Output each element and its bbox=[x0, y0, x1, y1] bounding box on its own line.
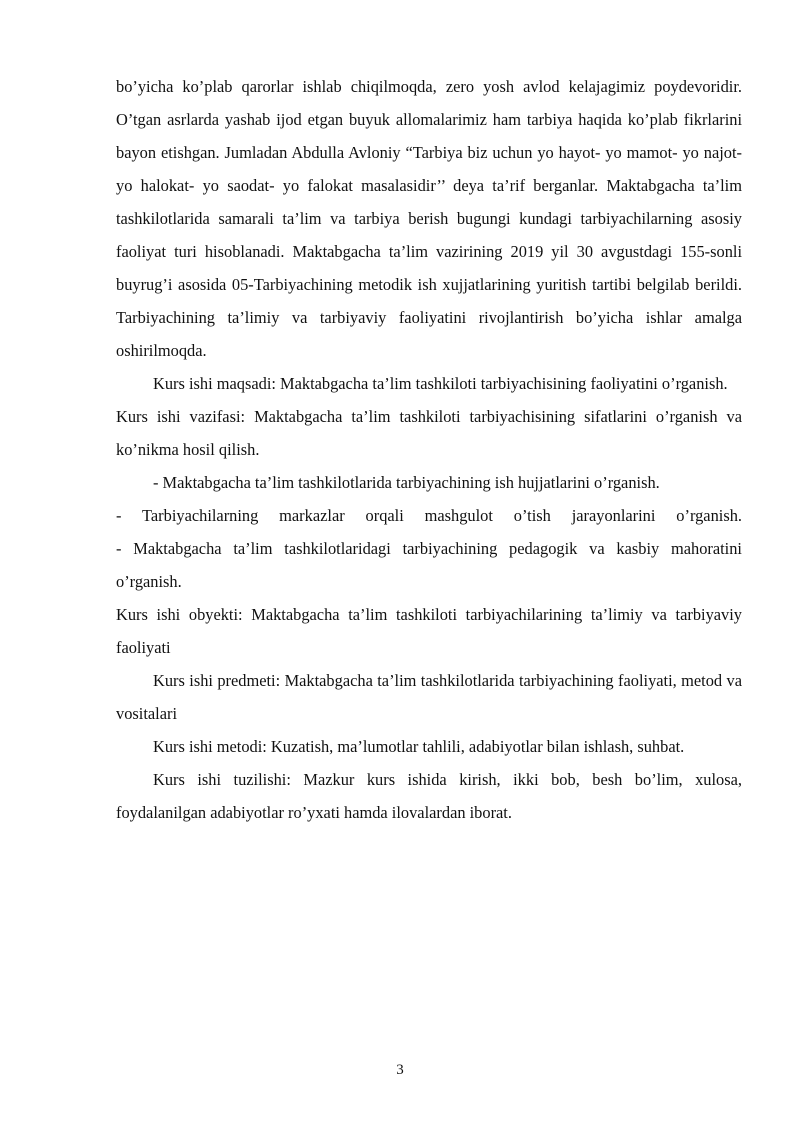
course-subject-paragraph: Kurs ishi predmeti: Maktabgacha ta’lim tashkilotlarida tarbiyachining faoliyati, metod va vositalari bbox=[116, 671, 742, 723]
course-method-paragraph: Kurs ishi metodi: Kuzatish, ma’lumotlar tahlili, adabiyotlar bilan ishlash, suhbat. bbox=[153, 737, 685, 756]
course-structure-paragraph: Kurs ishi tuzilishi: Mazkur kurs ishida kirish, ikki bob, besh bo’lim, xulosa, foydalanilgan adabiyotlar ro’yxati hamda ilovalardan iborat. bbox=[116, 770, 742, 822]
task-item-1: - Maktabgacha ta’lim tashkilotlarida tarbiyachining ish hujjatlarini o’rganish. bbox=[153, 473, 660, 492]
task-item-2: - Tarbiyachilarning markazlar orqali mashgulot o’tish jarayonlarini o’rganish. bbox=[116, 506, 742, 525]
course-tasks-paragraph: Kurs ishi vazifasi: Maktabgacha ta’lim tashkiloti tarbiyachisining sifatlarini o’rganish va ko’nikma hosil qilish. bbox=[116, 407, 742, 459]
body-text bbox=[116, 70, 742, 829]
intro-paragraph: bo’yicha ko’plab qarorlar ishlab chiqilmoqda, zero yosh avlod kelajagimiz poydevoridir. O’tgan asrlarda yashab ijod etgan buyuk allomalarimiz ham tarbiya haqida ko’plab fikrlarini bayon etishgan. Jumladan Abdulla Avloniy “Tarbiya biz uchun yo hayot- yo mamot- yo najot- yo halokat- yo saodat- yo falokat masalasidir’’ deya ta’rif berganlar. Maktabgacha ta’lim tashkilotlarida samarali ta’lim va tarbiya berish bugungi kundagi tarbiyachilarning asosiy faoliyat turi hisoblanadi. Maktabgacha ta’lim vazirining 2019 yil 30 avgustdagi 155-sonli buyrug’i asosida 05-Tarbiyachining metodik ish xujjatlarining yuritish tartibi belgilab berildi. Tarbiyachining ta’limiy va tarbiyaviy faoliyatini rivojlantirish bo’yicha ishlar amalga oshirilmoqda. bbox=[116, 77, 742, 360]
course-object-paragraph: Kurs ishi obyekti: Maktabgacha ta’lim tashkiloti tarbiyachilarining ta’limiy va tarbiyaviy faoliyati bbox=[116, 605, 742, 657]
page-number: 3 bbox=[396, 1062, 404, 1078]
task-item-3: - Maktabgacha ta’lim tashkilotlaridagi tarbiyachining pedagogik va kasbiy mahoratini o’rganish. bbox=[116, 539, 742, 591]
course-goal-paragraph: Kurs ishi maqsadi: Maktabgacha ta’lim tashkiloti tarbiyachisining faoliyatini o’rganish. bbox=[153, 374, 728, 393]
